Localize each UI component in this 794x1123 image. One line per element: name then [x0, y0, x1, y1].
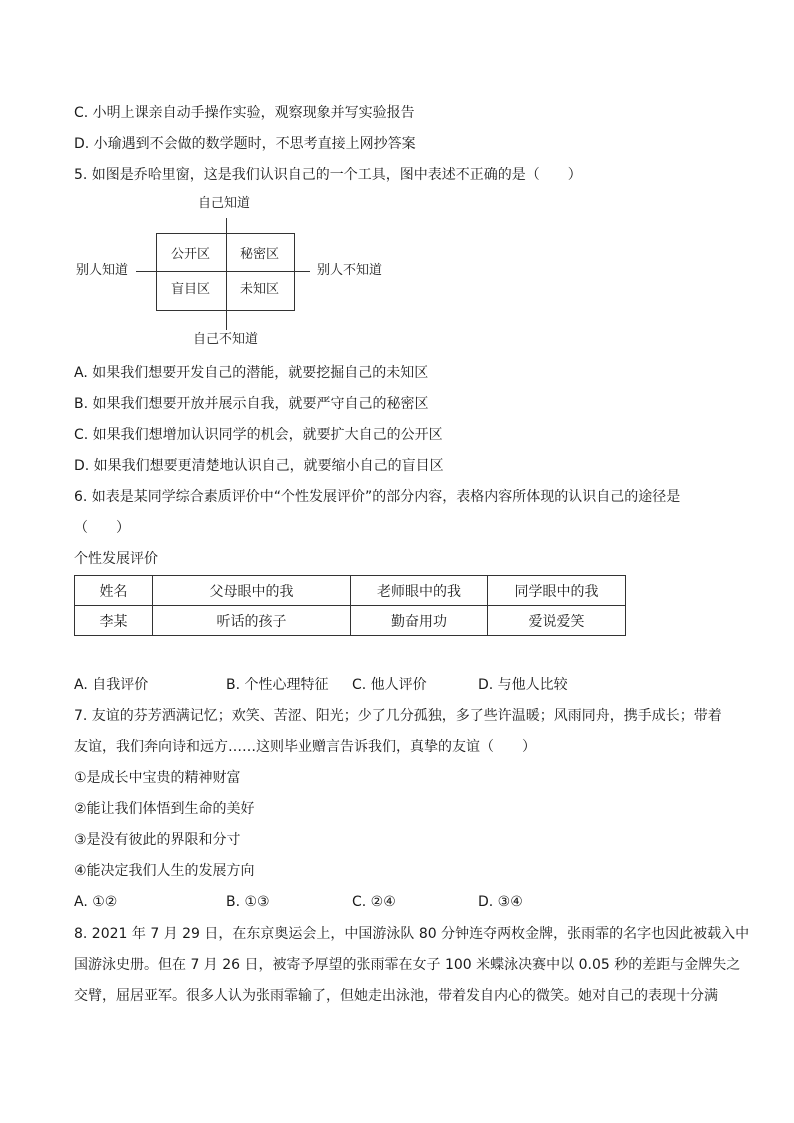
q4-option-d: D. 小瑜遇到不会做的数学题时，不思考直接上网抄答案 — [74, 136, 416, 152]
q7-option-d: D. ③④ — [478, 894, 523, 910]
table-cell: 勤奋用功 — [351, 606, 488, 636]
table-header-cell: 老师眼中的我 — [351, 576, 488, 606]
q6-table-title: 个性发展评价 — [74, 551, 158, 567]
q7-option-c: C. ②④ — [352, 894, 396, 910]
q6-stem: 6. 如表是某同学综合素质评价中“个性发展评价”的部分内容，表格内容所体现的认识自己的途径是 — [74, 489, 681, 505]
q5-option-b: B. 如果我们想要开放并展示自我，就要严守自己的秘密区 — [74, 396, 429, 412]
table-row — [75, 606, 626, 636]
q8-stem-line3: 交臂，屈居亚军。很多人认为张雨霏输了，但她走出泳池，带着发自内心的微笑。她对自己的表现十分满 — [74, 988, 718, 1004]
johari-top-label: 自己知道 — [198, 196, 251, 211]
johari-blind-area: 盲目区 — [171, 282, 211, 297]
evaluation-table — [74, 575, 626, 636]
q8-stem-line1: 8. 2021 年 7 月 29 日，在东京奥运会上，中国游泳队 80 分钟连夺两枚金牌，张雨霏的名字也因此被载入中 — [74, 926, 750, 942]
q7-statement-3: ③是没有彼此的界限和分寸 — [74, 832, 241, 848]
table-cell: 李某 — [75, 606, 153, 636]
johari-open-area: 公开区 — [171, 247, 211, 262]
table-cell: 爱说爱笑 — [488, 606, 626, 636]
q6-paren: （ ） — [74, 520, 130, 536]
johari-bottom-label: 自己不知道 — [193, 332, 259, 347]
q6-option-b: B. 个性心理特征 — [226, 677, 329, 693]
table-header-row — [75, 576, 626, 606]
table-cell: 听话的孩子 — [153, 606, 351, 636]
johari-unknown-area: 未知区 — [240, 282, 280, 297]
table-header-cell: 姓名 — [75, 576, 153, 606]
q7-option-a: A. ①② — [74, 894, 118, 910]
q5-option-c: C. 如果我们想增加认识同学的机会，就要扩大自己的公开区 — [74, 427, 443, 443]
q6-option-a: A. 自我评价 — [74, 677, 149, 693]
q7-option-b: B. ①③ — [226, 894, 270, 910]
q8-stem-line2: 国游泳史册。但在 7 月 26 日，被寄予厚望的张雨霏在女子 100 米蝶泳决赛中以 0.05 秒的差距与金牌失之 — [74, 957, 741, 973]
q7-stem-line1: 7. 友谊的芬芳洒满记忆；欢笑、苦涩、阳光；少了几分孤独，多了些许温暖；风雨同舟，携手成长；带着 — [74, 708, 722, 724]
q6-option-c: C. 他人评价 — [352, 677, 427, 693]
table-header-cell: 同学眼中的我 — [488, 576, 626, 606]
q5-stem: 5. 如图是乔哈里窗，这是我们认识自己的一个工具，图中表述不正确的是（ ） — [74, 167, 582, 183]
table-header-cell: 父母眼中的我 — [153, 576, 351, 606]
johari-right-label: 别人不知道 — [317, 263, 383, 278]
q5-option-a: A. 如果我们想要开发自己的潜能，就要挖掘自己的未知区 — [74, 365, 429, 381]
q6-option-d: D. 与他人比较 — [478, 677, 568, 693]
q7-statement-4: ④能决定我们人生的发展方向 — [74, 863, 255, 879]
q7-statement-2: ②能让我们体悟到生命的美好 — [74, 801, 255, 817]
johari-secret-area: 秘密区 — [240, 247, 280, 262]
johari-left-label: 别人知道 — [76, 263, 129, 278]
johari-grid-frame — [156, 233, 295, 311]
q7-stem-line2: 友谊，我们奔向诗和远方……这则毕业赠言告诉我们，真挚的友谊（ ） — [74, 739, 536, 755]
q5-option-d: D. 如果我们想要更清楚地认识自己，就要缩小自己的盲目区 — [74, 458, 444, 474]
q7-statement-1: ①是成长中宝贵的精神财富 — [74, 770, 241, 786]
q4-option-c: C. 小明上课亲自动手操作实验，观察现象并写实验报告 — [74, 105, 415, 121]
